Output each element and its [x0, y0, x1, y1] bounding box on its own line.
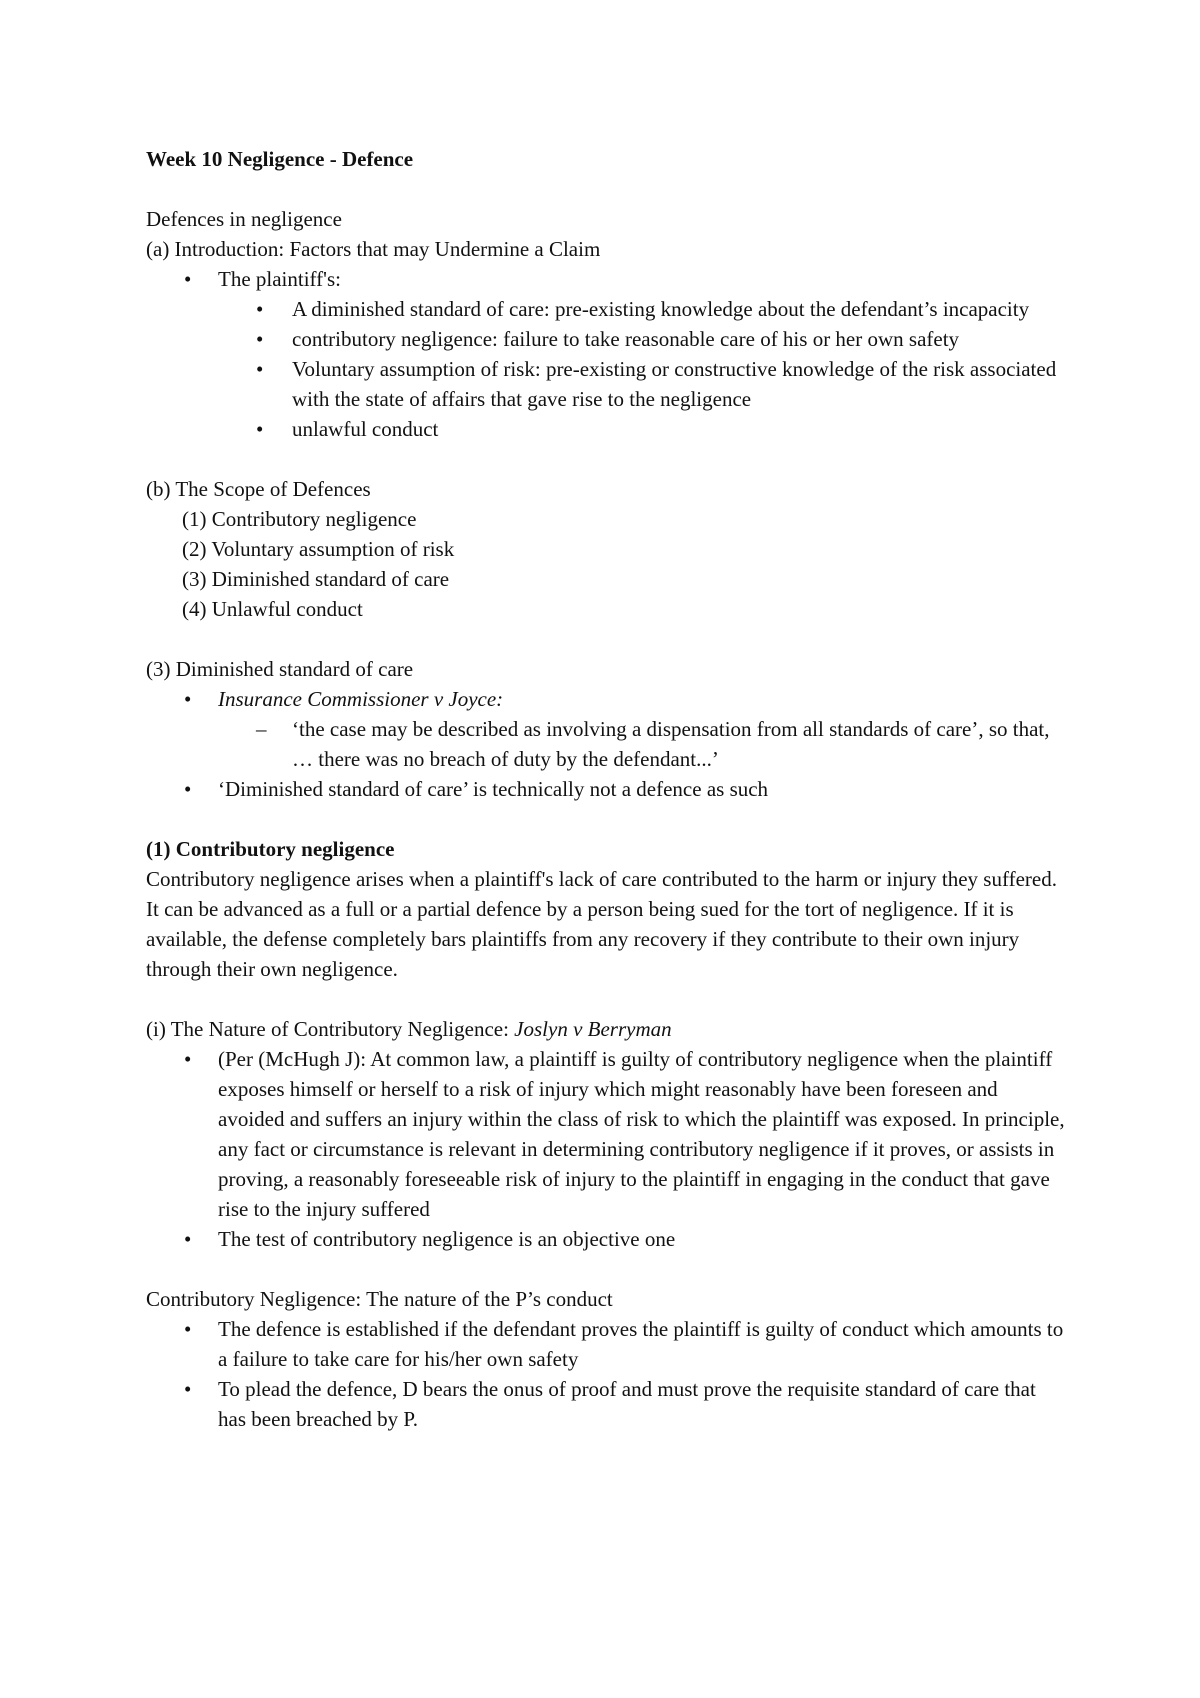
list-item — [146, 354, 1066, 414]
section-a-heading: (a) Introduction: Factors that may Undermine a Claim — [146, 237, 601, 261]
list-item: (3) Diminished standard of care — [182, 567, 450, 591]
list-item-text: The test of contributory negligence is an objective one — [218, 1227, 676, 1251]
section-b-heading: (b) The Scope of Defences — [146, 477, 371, 501]
spacer — [146, 1254, 1066, 1284]
list-item-text: To plead the defence, D bears the onus of proof and must prove the requisite standard of care that has been breached by P. — [218, 1377, 1036, 1431]
list-item-text: (Per (McHugh J): At common law, a plaintiff is guilty of contributory negligence when the plaintiff exposes himself or herself to a risk of injury which might reasonably have been foreseen and avoided and suffers an injury within the class of risk to which the plaintiff was exposed. In principle, any fact or circumstance is relevant in determining contributory negligence if it proves, or assists in proving, a reasonably foreseeable risk of injury to the plaintiff in engaging in the conduct that gave rise to the injury suffered — [218, 1047, 1065, 1221]
spacer — [146, 804, 1066, 834]
section-i-heading — [146, 1014, 1066, 1044]
list-item-text: ‘Diminished standard of care’ is technically not a defence as such — [218, 777, 769, 801]
bullet-icon: • — [184, 1227, 192, 1251]
bullet-icon: • — [256, 417, 264, 441]
bullet-icon: • — [184, 687, 192, 711]
list-item-text: Voluntary assumption of risk: pre-existing or constructive knowledge of the risk associated with the state of affairs that gave rise to the negligence — [292, 357, 1057, 411]
section-1-heading: (1) Contributory negligence — [146, 837, 395, 861]
list-item-text: The plaintiff's: — [218, 267, 341, 291]
list-item — [146, 294, 1066, 324]
bullet-icon: • — [184, 1047, 192, 1071]
spacer — [146, 174, 1066, 204]
spacer — [146, 624, 1066, 654]
list-item — [146, 264, 1066, 294]
list-item: (1) Contributory negligence — [182, 507, 417, 531]
bullet-icon: • — [184, 267, 192, 291]
case-name: Joslyn v Berryman — [514, 1017, 672, 1041]
section-3-heading: (3) Diminished standard of care — [146, 657, 414, 681]
bullet-icon: • — [184, 1317, 192, 1341]
document-page — [146, 144, 1066, 1434]
list-item — [146, 774, 1066, 804]
intro-heading: Defences in negligence — [146, 207, 342, 231]
spacer — [146, 984, 1066, 1014]
bullet-icon: • — [256, 357, 264, 381]
quote-text: ‘the case may be described as involving a dispensation from all standards of care’, so that, … there was no breach of duty by the defendant...’ — [292, 717, 1050, 771]
bullet-icon: • — [184, 1377, 192, 1401]
list-item-text: contributory negligence: failure to take reasonable care of his or her own safety — [292, 327, 960, 351]
spacer — [146, 444, 1066, 474]
list-item: (4) Unlawful conduct — [182, 597, 363, 621]
list-item — [146, 324, 1066, 354]
list-item — [146, 1224, 1066, 1254]
section-conduct-heading: Contributory Negligence: The nature of the P’s conduct — [146, 1287, 613, 1311]
bullet-icon: • — [256, 297, 264, 321]
list-item-text: A diminished standard of care: pre-existing knowledge about the defendant’s incapacity — [292, 297, 1030, 321]
bullet-icon: • — [256, 327, 264, 351]
list-item — [146, 1314, 1066, 1374]
document-title: Week 10 Negligence - Defence — [146, 147, 414, 171]
list-item — [146, 1374, 1066, 1434]
list-item — [146, 684, 1066, 714]
bullet-icon: • — [184, 777, 192, 801]
paragraph: Contributory negligence arises when a plaintiff's lack of care contributed to the harm or injury they suffered. It can be advanced as a full or a partial defence by a person being sued for the tort of negligence. If it is available, the defense completely bars plaintiffs from any recovery if they contribute to their own injury through their own negligence. — [146, 867, 1057, 981]
list-item: (2) Voluntary assumption of risk — [182, 537, 455, 561]
list-item — [146, 414, 1066, 444]
list-item-text: unlawful conduct — [292, 417, 439, 441]
heading-text: (i) The Nature of Contributory Negligence: — [146, 1017, 515, 1041]
list-item — [146, 1044, 1066, 1224]
list-item-text: The defence is established if the defendant proves the plaintiff is guilty of conduct which amounts to a failure to take care for his/her own safety — [218, 1317, 1064, 1371]
list-item — [146, 714, 1066, 774]
dash-icon: – — [256, 717, 267, 741]
case-name: Insurance Commissioner v Joyce: — [218, 687, 504, 711]
